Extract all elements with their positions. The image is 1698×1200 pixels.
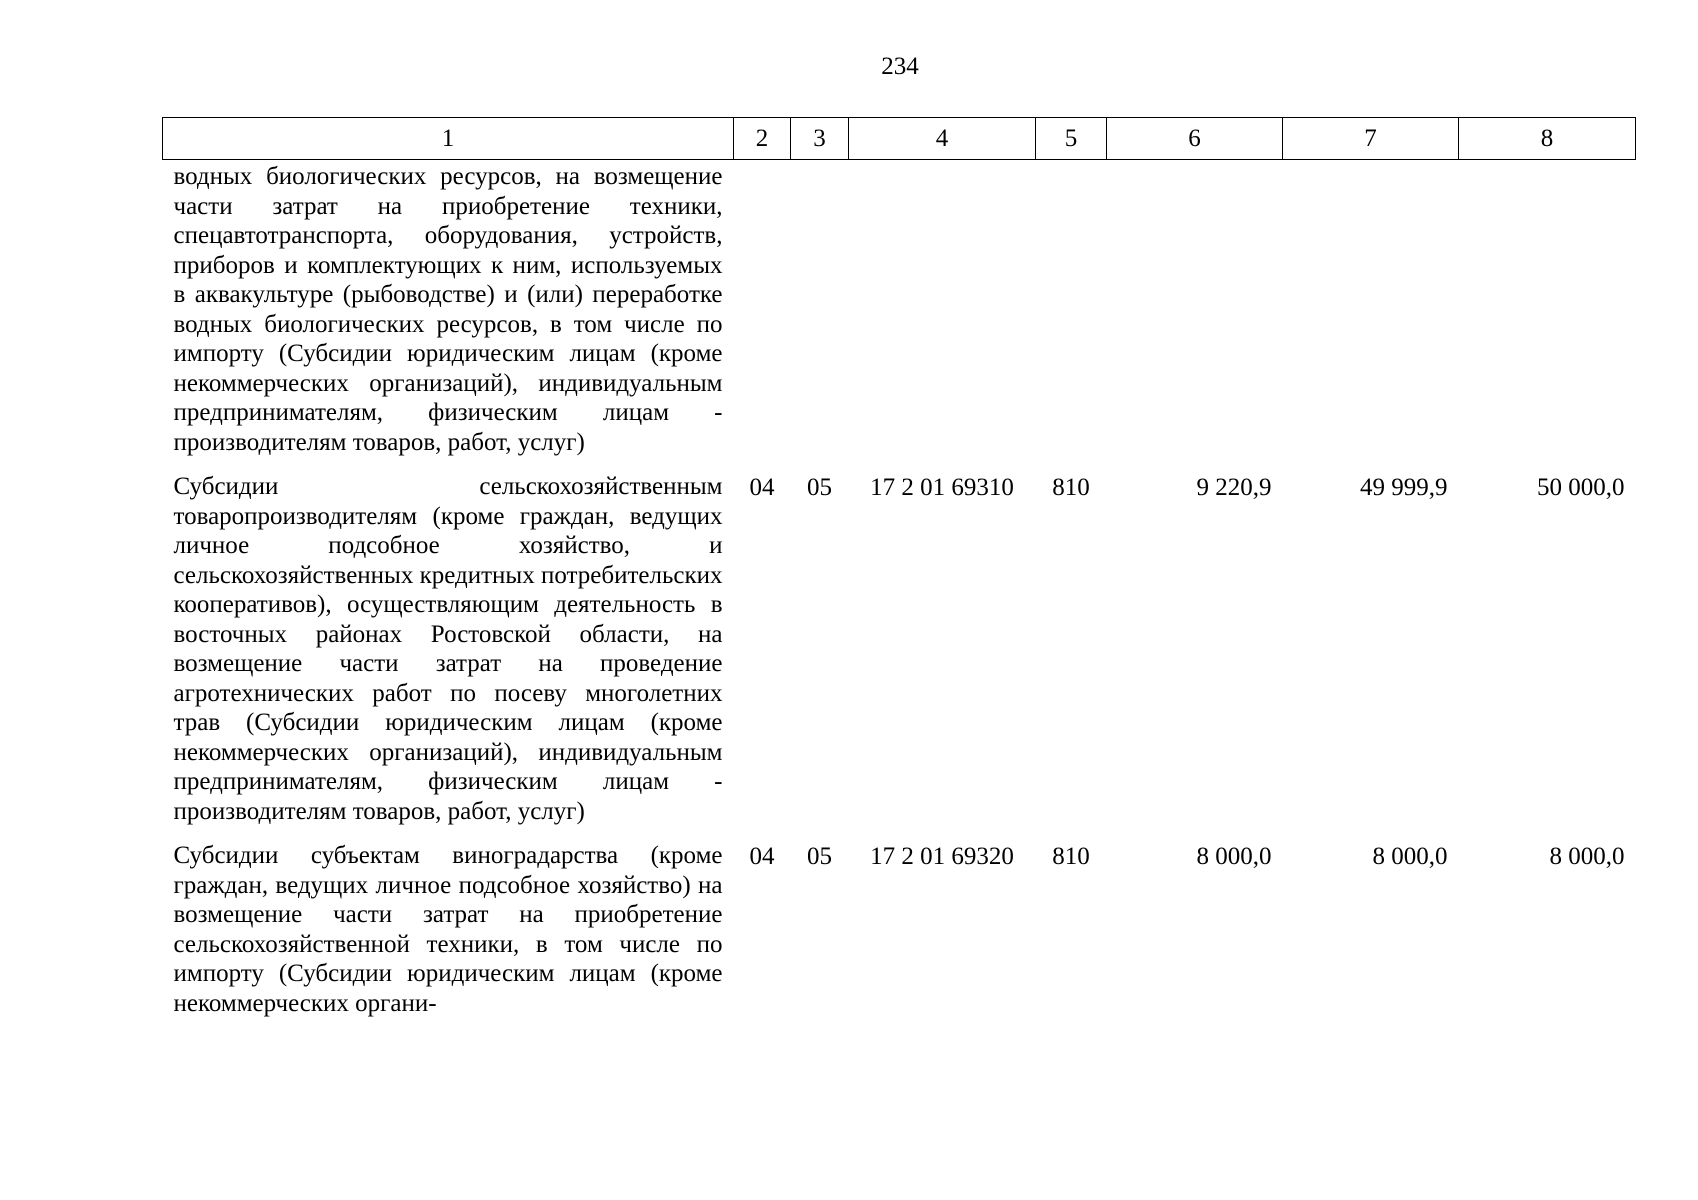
row-amount-col7 (1283, 160, 1459, 470)
row-section-code (734, 160, 791, 470)
page-number: 234 (881, 53, 919, 80)
row-subsection-code (791, 160, 849, 470)
column-header-4: 4 (849, 118, 1036, 160)
table-row (163, 160, 1636, 470)
column-header-7: 7 (1283, 118, 1459, 160)
column-header-8: 8 (1459, 118, 1636, 160)
row-target-code (849, 160, 1036, 470)
row-description: Субсидии субъектам виноградарства (кроме граждан, ведущих личное подсобное хозяйство) на возмещение части затрат на приобретение сельскохозяйственной техники, в том числе по импорту (Субсидии юридическим лицам (кроме некоммерческих органи- (173, 842, 723, 1017)
table-row (163, 469, 1636, 838)
column-header-1: 1 (163, 118, 734, 160)
row-target-code: 17 2 01 69310 (870, 474, 1014, 501)
row-description: водных биологических ресурсов, на возмещение части затрат на приобретение техники, спецавтотранспорта, оборудования, устройств, приборов и комплектующих к ним, используемых в аквакультуре (рыбоводстве) и (или) переработке водных биологических ресурсов, в том числе по импорту (Субсидии юридическим лицам (кроме некоммерческих организаций), индивидуальным предпринимателям, физическим лицам - производителям товаров, работ, услуг) (173, 163, 723, 456)
row-target-code: 17 2 01 69320 (870, 843, 1014, 870)
row-amount-col8: 8 000,0 (1549, 843, 1625, 870)
header-row (163, 118, 1636, 160)
column-header-5: 5 (1036, 118, 1107, 160)
table-header (163, 118, 1636, 160)
row-expense-type-code: 810 (1052, 843, 1090, 870)
row-subsection-code: 05 (807, 843, 832, 870)
row-subsection-code: 05 (807, 474, 832, 501)
row-section-code: 04 (749, 474, 775, 501)
row-section-code: 04 (749, 843, 775, 870)
column-header-6: 6 (1107, 118, 1283, 160)
row-amount-col7: 49 999,9 (1360, 474, 1448, 501)
table-row (163, 838, 1636, 1030)
row-amount-col8: 50 000,0 (1537, 474, 1625, 501)
row-amount-col6: 9 220,9 (1196, 474, 1272, 501)
row-amount-col6: 8 000,0 (1196, 843, 1272, 870)
column-header-3: 3 (791, 118, 849, 160)
row-expense-type-code: 810 (1052, 474, 1090, 501)
column-header-2: 2 (734, 118, 791, 160)
row-amount-col6 (1107, 160, 1283, 470)
budget-table (162, 117, 1636, 1030)
row-amount-col7: 8 000,0 (1372, 843, 1448, 870)
row-expense-type-code (1036, 160, 1107, 470)
row-amount-col8 (1459, 160, 1636, 470)
table-body (163, 160, 1636, 1031)
row-description: Субсидии сельскохозяйственным товаропроизводителям (кроме граждан, ведущих личное подсобное хозяйство, и сельскохозяйственных кредитных потребительских кооперативов), осуществляющим деятельность в восточных районах Ростовской области, на возмещение части затрат на проведение агротехнических работ по посеву многолетних трав (Субсидии юридическим лицам (кроме некоммерческих организаций), индивидуальным предпринимателям, физическим лицам - производителям товаров, работ, услуг) (173, 473, 723, 825)
